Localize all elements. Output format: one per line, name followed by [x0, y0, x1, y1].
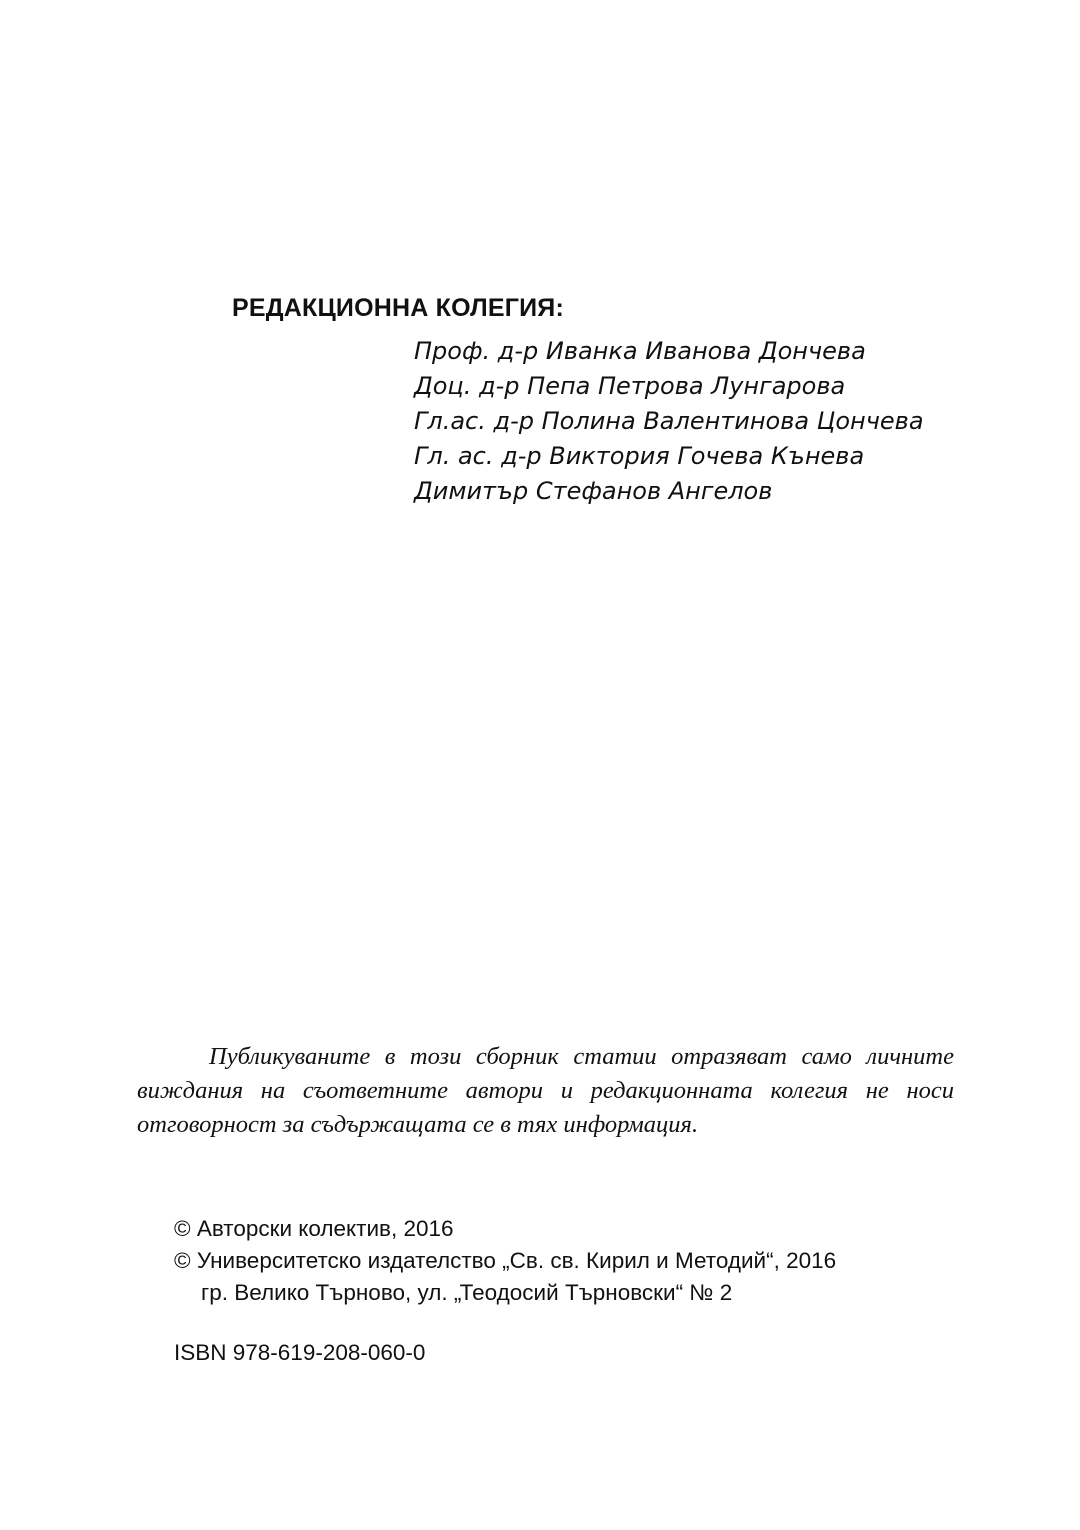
- board-member: Димитър Стефанов Ангелов: [414, 477, 773, 505]
- board-member: Гл. ас. д-р Виктория Гочева Кънева: [414, 442, 865, 470]
- copyright-authors: © Авторски колектив, 2016: [174, 1216, 454, 1241]
- board-member: Гл.ас. д-р Полина Валентинова Цончева: [414, 407, 924, 435]
- board-member: Доц. д-р Пепа Петрова Лунгарова: [414, 372, 846, 400]
- editorial-board-members: [414, 334, 924, 509]
- editorial-board-heading: РЕДАКЦИОННА КОЛЕГИЯ:: [232, 294, 564, 322]
- board-member: Проф. д-р Иванка Иванова Дончева: [414, 337, 866, 365]
- imprint-block: [174, 1213, 836, 1309]
- copyright-publisher: © Университетско издателство „Св. св. Кирил и Методий“, 2016: [174, 1248, 837, 1273]
- disclaimer-paragraph: Публикуваните в този сборник статии отразяват само личните виждания на съответните автори и редакционната колегия не носи отговорност за съдържащата се в тях информация.: [137, 1043, 954, 1138]
- isbn-number: ISBN 978-619-208-060-0: [174, 1340, 426, 1365]
- publisher-address: гр. Велико Търново, ул. „Теодосий Търновски“ № 2: [201, 1280, 733, 1305]
